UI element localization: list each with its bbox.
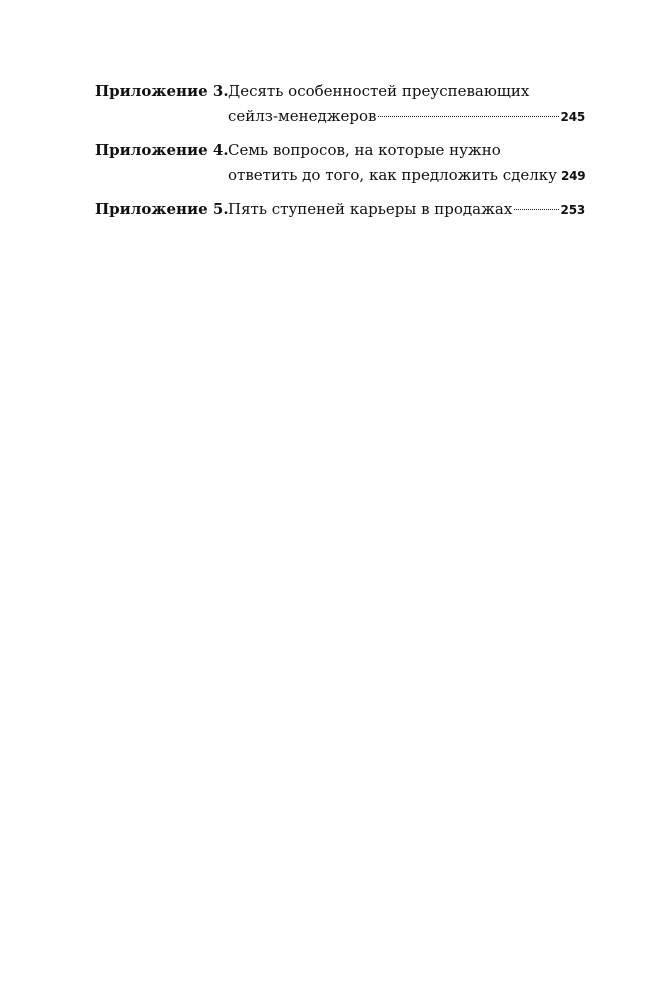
dot-leader [378,116,558,117]
toc-entry-label: Приложение 3. [95,82,229,100]
toc-entry-appendix-5 [95,197,585,223]
dot-leader [514,209,558,210]
toc-entry-title-last-line [228,163,585,189]
toc-entry-title-last-line [228,104,585,130]
toc-entry-title-line: Пять ступеней карьеры в продажах [228,200,513,218]
toc-entry-label: Приложение 4. [95,141,229,159]
table-of-contents [95,79,585,231]
toc-entry-title [228,79,585,130]
toc-entry-label: Приложение 5. [95,200,229,218]
toc-entry-title-last-line [228,197,585,223]
toc-entry-page-number: 249 [560,169,586,183]
toc-entry-appendix-3 [95,79,585,130]
toc-entry-title-line: сейлз-менеджеров [228,107,377,125]
toc-entry-title [228,138,585,189]
toc-entry-title-line: ответить до того, как предложить сделку [228,166,557,184]
toc-entry-page-number: 245 [560,110,585,124]
toc-entry-page-number: 253 [560,203,585,217]
toc-entry-title [228,197,585,223]
toc-entry-appendix-4 [95,138,585,189]
toc-entry-title-line: Семь вопросов, на которые нужно [228,141,501,159]
toc-entry-title-line: Десять особенностей преуспевающих [228,82,530,100]
